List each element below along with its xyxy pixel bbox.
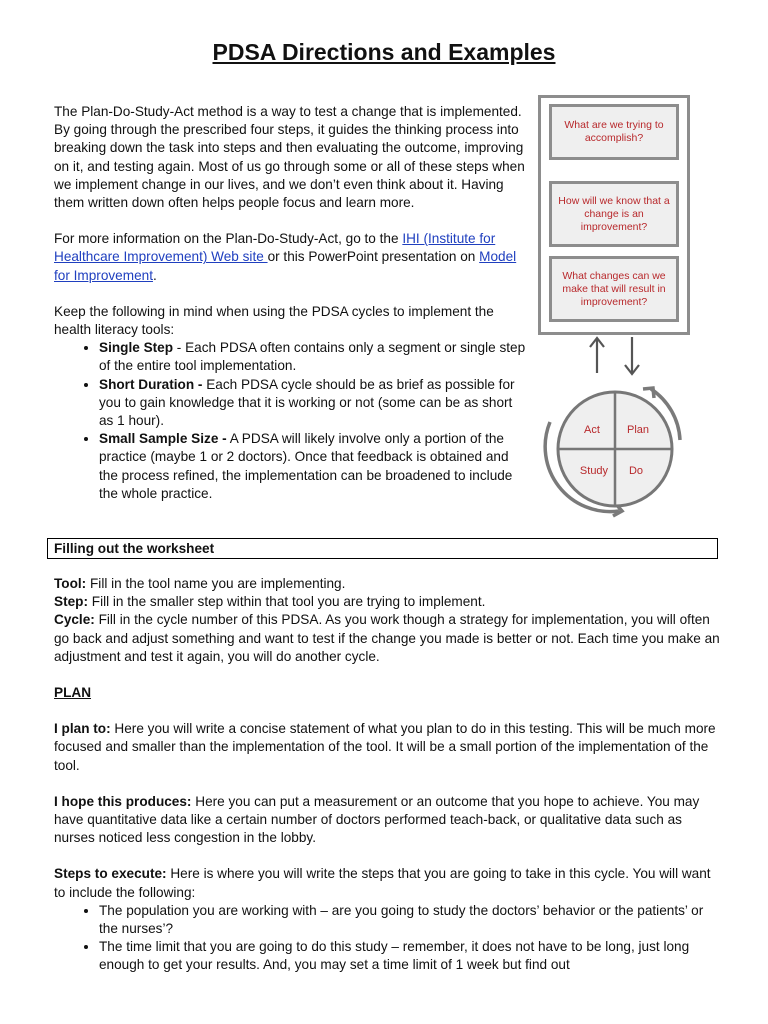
bullet-term: Small Sample Size - <box>99 431 227 447</box>
ihi-website-link[interactable]: IHI (Institute for Healthcare Improvement) Web site <box>54 231 496 265</box>
pdsa-cycle-diagram <box>535 335 695 530</box>
more-info-text: For more information on the Plan-Do-Study-Act, go to the <box>54 231 403 247</box>
bullet-text: A PDSA will likely involve only a portion of the practice (maybe 1 or 2 doctors). Once that feedback is obtained and the process refined, the implementation can be broadened to include the whole practice. <box>99 431 513 501</box>
more-info-paragraph <box>54 230 526 285</box>
pdsa-tips-list <box>54 339 526 503</box>
plan-to-instruction <box>54 720 724 775</box>
intro-section <box>54 103 526 503</box>
question-box-accomplish: What are we trying to accomplish? <box>549 104 679 160</box>
cycle-label-plan: Plan <box>626 424 650 436</box>
steps-list <box>54 902 724 975</box>
plan-heading: PLAN <box>54 685 92 701</box>
bullet-term: Short Duration - <box>99 376 203 392</box>
list-item <box>99 376 526 431</box>
cycle-label-study: Study <box>579 465 609 477</box>
list-item <box>99 339 526 375</box>
plan-to-label: I plan to: <box>54 721 111 737</box>
pdsa-circle <box>558 392 672 506</box>
tool-label: Tool: <box>54 576 87 591</box>
cycle-instruction <box>54 611 724 666</box>
cycle-label: Cycle: <box>54 612 95 628</box>
question-box-what-changes: What changes can we make that will result in improvement? <box>549 256 679 322</box>
steps-text: Here is where you will write the steps that you are going to take in this cycle. You will want to include the following: <box>54 866 711 900</box>
worksheet-instructions <box>54 575 724 975</box>
model-for-improvement-link[interactable]: Model for Improvement <box>54 249 517 283</box>
worksheet-section-header: Filling out the worksheet <box>47 538 718 559</box>
steps-instruction <box>54 865 724 901</box>
list-item: • The population you are working with – are you going to study the doctors’ behavior or the patients’ or the nurses’? <box>99 902 724 938</box>
connector-arrows <box>590 337 639 374</box>
hope-instruction <box>54 793 724 848</box>
more-info-text-end: . <box>152 267 157 283</box>
cycle-label-act: Act <box>584 424 600 436</box>
bullet-term: Single Step <box>99 340 174 356</box>
tool-text: Fill in the tool name you are implementing. <box>86 576 346 591</box>
bullet-text: - Each PDSA often contains only a segment or single step of the entire tool implementation. <box>99 340 526 374</box>
question-box-know-change: How will we know that a change is an improvement? <box>549 181 679 247</box>
list-item <box>99 430 526 503</box>
tool-instruction <box>54 575 724 593</box>
bullet-text: Each PDSA cycle should be as brief as possible for you to gain knowledge that it is working or not (some can be as short as 1 hour). <box>99 376 515 429</box>
cycle-text: Fill in the cycle number of this PDSA. As you work though a strategy for implementation, you will often go back and adjust something and want to test if the change you made is better or not. Each time you make an adjustment and test it again, you will do another cycle. <box>54 612 720 664</box>
page-title: PDSA Directions and Examples <box>212 39 556 65</box>
intro-paragraph: The Plan-Do-Study-Act method is a way to test a change that is implemented. By going through the prescribed four steps, it guides the thinking process into breaking down the task into steps and then evaluating the outcome, improving on it, and testing again. Most of us go through some or all of these steps when we implement change in our lives, and we don’t even think about it. Having them written down often helps people focus and learn more. <box>54 104 525 211</box>
step-text: Fill in the smaller step within that tool you are trying to implement. <box>87 594 486 610</box>
model-for-improvement-questions-box <box>538 95 690 335</box>
more-info-text-middle: or this PowerPoint presentation on <box>267 249 480 265</box>
plan-to-text: Here you will write a concise statement of what you plan to do in this testing. This will be much more focused and smaller than the implementation of the tool. It will be a small portion of the implementation of the tool. <box>54 721 716 773</box>
cycle-label-do: Do <box>628 465 644 477</box>
step-instruction <box>54 593 724 611</box>
list-item: • The time limit that you are going to do this study – remember, it does not have to be long, just long enough to get your results. And, you may set a time limit of 1 week but find out <box>99 938 724 974</box>
steps-label: Steps to execute: <box>54 866 167 882</box>
keep-in-mind-paragraph: Keep the following in mind when using the PDSA cycles to implement the health literacy tools: <box>54 303 494 338</box>
hope-label: I hope this produces: <box>54 793 192 809</box>
step-label: Step: <box>54 594 88 610</box>
hope-text: Here you can put a measurement or an outcome that you hope to achieve. You may have quantitative data like a certain number of doctors performed teach-back, or qualitative data such as nurses noticed less congestion in the lobby. <box>54 793 700 846</box>
